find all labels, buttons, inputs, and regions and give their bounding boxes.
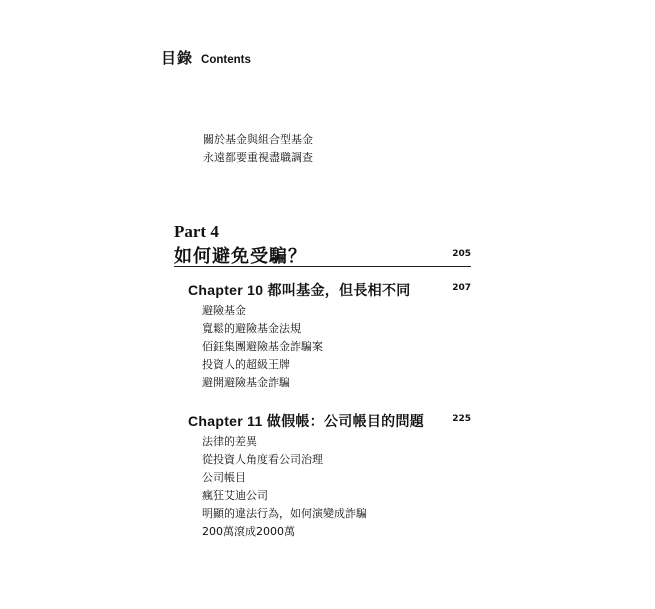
intro-list — [203, 131, 313, 167]
list-item[interactable]: 避險基金 — [202, 304, 246, 317]
list-item[interactable]: 法律的差異 — [202, 435, 257, 448]
list-item[interactable]: 寬鬆的避險基金法規 — [202, 322, 301, 335]
part-heading[interactable] — [174, 242, 471, 267]
list-item[interactable]: 明顯的違法行為，如何演變成詐騙 — [202, 507, 367, 520]
list-item[interactable]: 從投資人角度看公司治理 — [202, 453, 323, 466]
chapter-page-number: 225 — [452, 414, 471, 424]
part-label: Part 4 — [174, 222, 219, 241]
chapter-items — [188, 302, 471, 392]
contents-title-en: Contents — [201, 54, 251, 66]
list-item[interactable]: 永遠都要重視盡職調查 — [203, 151, 313, 164]
chapter-title: Chapter 11 做假帳：公司帳目的問題 — [188, 413, 425, 429]
list-item[interactable]: 公司帳目 — [202, 471, 246, 484]
chapter-11 — [188, 411, 471, 541]
list-item[interactable]: 瘋狂艾迪公司 — [202, 489, 268, 502]
list-item[interactable]: 關於基金與組合型基金 — [203, 133, 313, 146]
part-page-number: 205 — [452, 249, 471, 259]
chapter-10 — [188, 280, 471, 392]
contents-header — [161, 47, 251, 68]
chapter-title: Chapter 10 都叫基金，但長相不同 — [188, 282, 411, 298]
list-item[interactable]: 200萬滾成2000萬 — [202, 525, 295, 538]
list-item[interactable]: 避開避險基金詐騙 — [202, 376, 290, 389]
contents-title-zh: 目錄 — [161, 49, 194, 67]
list-item[interactable]: 佰鈺集團避險基金詐騙案 — [202, 340, 323, 353]
chapter-page-number: 207 — [452, 283, 471, 293]
chapter-items — [188, 433, 471, 541]
chapter-heading[interactable] — [188, 280, 471, 302]
list-item[interactable]: 投資人的超級王牌 — [202, 358, 290, 371]
part-title: 如何避免受騙？ — [174, 246, 307, 267]
chapter-heading[interactable] — [188, 411, 471, 433]
